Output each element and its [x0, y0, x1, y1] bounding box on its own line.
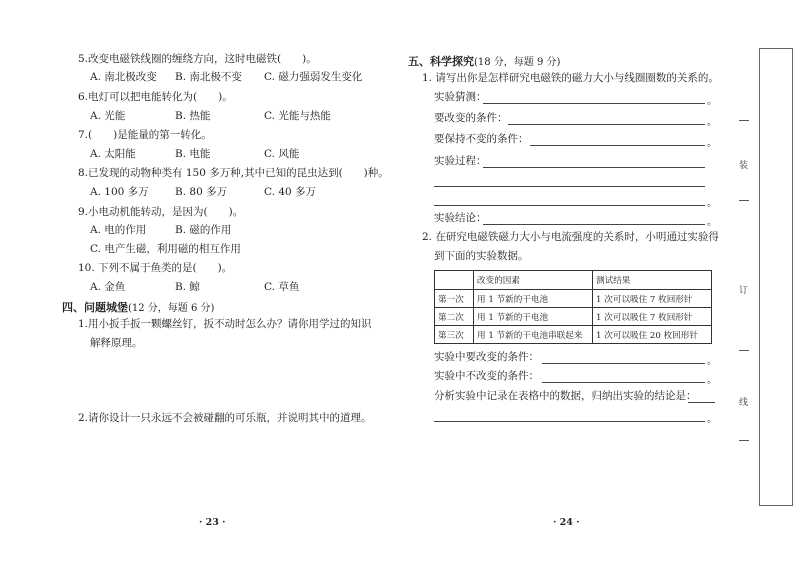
table-row — [435, 326, 712, 344]
problem-1-line-1: 1.用小扳手扳一颗螺丝钉，扳不动时怎么办？请你用学过的知识 — [78, 318, 372, 330]
problem-1-line-2: 解释原理。 — [90, 337, 143, 349]
process-answer-line-3[interactable] — [434, 205, 705, 206]
e2-change-period: 。 — [707, 356, 717, 367]
q8-stem: 8.已发现的动物种类有 150 多万种,其中已知的昆虫达到( )种。 — [78, 167, 389, 179]
binding-char-ding: 订 — [739, 286, 749, 296]
table-row — [435, 290, 712, 308]
table-cell: 用 1 节新的干电池串联起来 — [474, 326, 593, 344]
e2-analysis-label: 分析实验中记录在表格中的数据，归纳出实验的结论是： — [434, 390, 697, 402]
section-5-title: 五、科学探究 — [408, 55, 474, 68]
change-condition-label: 要改变的条件： — [434, 112, 508, 124]
experiment-data-table — [434, 270, 712, 344]
section-4-title: 四、问题城堡 — [62, 301, 128, 314]
experiment-1-stem: 1. 请写出你是怎样研究电磁铁的磁力大小与线圈圈数的关系的。 — [422, 72, 719, 84]
section-5-points: (18 分，每题 9 分) — [474, 57, 561, 68]
change-condition-period: 。 — [707, 117, 717, 128]
e2-analysis-answer-line-2[interactable] — [434, 421, 705, 422]
change-condition-answer-line[interactable] — [508, 124, 705, 125]
table-header-cell: 测试结果 — [593, 271, 712, 290]
binding-tick-1 — [739, 120, 749, 121]
q5-option-b: B. 南北极不变 — [175, 71, 242, 83]
q5-stem: 5.改变电磁铁线圈的缠绕方向，这时电磁铁( )。 — [78, 53, 317, 65]
table-cell: 1 次可以吸住 7 枚回形针 — [593, 290, 712, 308]
q10-stem: 10. 下列不属于鱼类的是( )。 — [78, 262, 233, 274]
problem-2: 2.请你设计一只永远不会被碰翻的可乐瓶，并说明其中的道理。 — [78, 412, 372, 424]
binding-char-xian: 线 — [739, 398, 749, 408]
process-period: 。 — [707, 198, 717, 209]
binding-tick-2 — [739, 200, 749, 201]
q6-option-a: A. 光能 — [90, 110, 126, 122]
keep-condition-period: 。 — [707, 138, 717, 149]
process-label: 实验过程： — [434, 155, 487, 167]
e2-change-label: 实验中要改变的条件： — [434, 351, 539, 363]
q9-option-b: B. 磁的作用 — [175, 224, 232, 236]
section-4-points: (12 分，每题 6 分) — [128, 303, 215, 314]
guess-answer-line[interactable] — [483, 103, 705, 104]
q8-option-c: C. 40 多万 — [264, 186, 317, 198]
q7-option-c: C. 风能 — [264, 148, 300, 160]
table-cell: 第二次 — [435, 308, 474, 326]
q5-option-a: A. 南北极改变 — [90, 71, 157, 83]
conclusion-period: 。 — [707, 217, 717, 228]
conclusion-answer-line[interactable] — [483, 224, 705, 225]
section-4-heading — [62, 299, 214, 315]
process-answer-line-2[interactable] — [434, 186, 705, 187]
process-answer-line-1[interactable] — [483, 167, 705, 168]
q8-option-b: B. 80 多万 — [175, 186, 228, 198]
table-row — [435, 308, 712, 326]
table-cell: 1 次可以吸住 7 枚回形针 — [593, 308, 712, 326]
q9-option-a: A. 电的作用 — [90, 224, 147, 236]
table-header-cell: 改变的因素 — [474, 271, 593, 290]
table-header-row — [435, 271, 712, 290]
q7-stem: 7.( )是能量的第一转化。 — [78, 129, 212, 141]
e2-keep-answer-line[interactable] — [542, 382, 705, 383]
conclusion-label: 实验结论： — [434, 212, 487, 224]
q6-option-b: B. 热能 — [175, 110, 211, 122]
q9-option-c: C. 电产生磁，利用磁的相互作用 — [90, 243, 241, 255]
guess-period: 。 — [707, 96, 717, 107]
q9-stem: 9.小电动机能转动，是因为( )。 — [78, 206, 244, 218]
experiment-2-line-2: 到下面的实验数据。 — [434, 250, 529, 262]
binding-tick-3 — [739, 350, 749, 351]
binding-margin-box — [759, 48, 793, 506]
q8-option-a: A. 100 多万 — [90, 186, 149, 198]
q7-option-b: B. 电能 — [175, 148, 211, 160]
binding-tick-4 — [739, 440, 749, 441]
q6-stem: 6.电灯可以把电能转化为( )。 — [78, 91, 233, 103]
binding-char-zhuang: 装 — [739, 161, 749, 171]
keep-condition-answer-line[interactable] — [530, 145, 705, 146]
q10-option-a: A. 金鱼 — [90, 281, 126, 293]
guess-label: 实验猜测： — [434, 91, 487, 103]
q10-option-b: B. 鲸 — [175, 281, 200, 293]
q7-option-a: A. 太阳能 — [90, 148, 136, 160]
keep-condition-label: 要保持不变的条件： — [434, 133, 529, 145]
section-5-heading — [408, 53, 560, 69]
e2-analysis-period: 。 — [707, 414, 717, 425]
table-cell: 1 次可以吸住 20 枚回形针 — [593, 326, 712, 344]
table-cell: 第三次 — [435, 326, 474, 344]
table-header-cell — [435, 271, 474, 290]
table-cell: 用 1 节新的干电池 — [474, 308, 593, 326]
e2-keep-label: 实验中不改变的条件： — [434, 370, 539, 382]
e2-keep-period: 。 — [707, 375, 717, 386]
e2-analysis-answer-line-1[interactable] — [688, 402, 715, 403]
table-cell: 用 1 节新的干电池 — [474, 290, 593, 308]
page-number-right: · 24 · — [553, 517, 580, 528]
experiment-2-line-1: 2. 在研究电磁铁磁力大小与电流强度的关系时，小明通过实验得 — [422, 231, 719, 243]
q5-option-c: C. 磁力强弱发生变化 — [264, 71, 363, 83]
q6-option-c: C. 光能与热能 — [264, 110, 331, 122]
page-number-left: · 23 · — [199, 517, 226, 528]
table-cell: 第一次 — [435, 290, 474, 308]
q10-option-c: C. 草鱼 — [264, 281, 300, 293]
e2-change-answer-line[interactable] — [542, 363, 705, 364]
